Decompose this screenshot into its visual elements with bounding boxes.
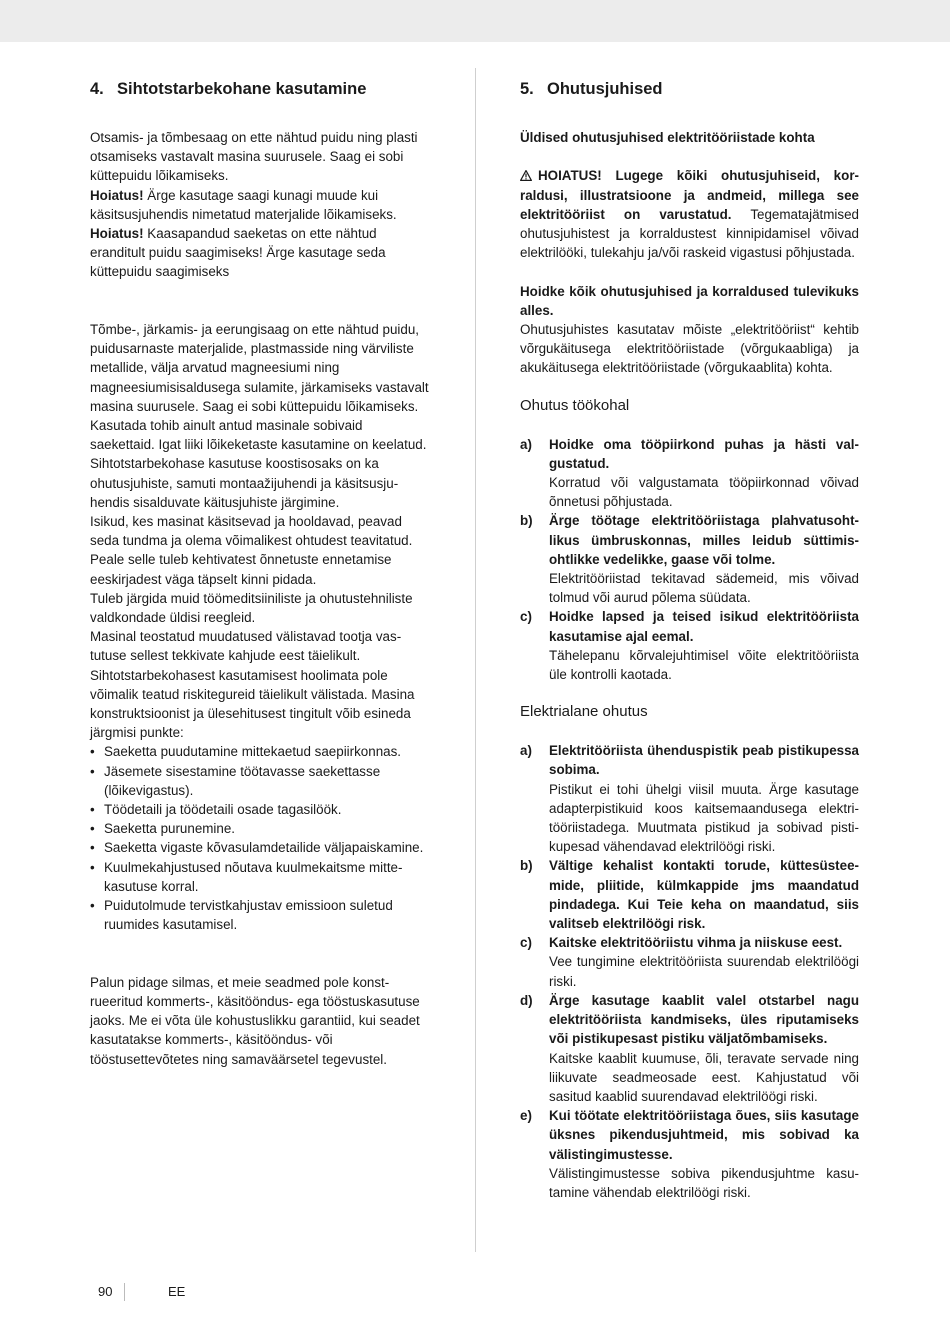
workplace-list [520,435,859,685]
paragraph: Peale selle tuleb kehtivatest õnnetuste ennetamise eeskirjadest väga täpselt kinni pidada. [90,552,392,587]
paragraph: Masinal teostatud muudatused välistavad tootja vastutuse sellest tekkivate kahjude eest täielikult. [90,629,402,664]
paragraph: Kasutada tohib ainult antud masinale sobivaid saekettaid. Igat liiki lõikeketaste kasutamine on keelatud. [90,418,427,453]
list-item: e) Kui töötate elektritööriistaga õues, siis kasutage üksnes pikendusjuhtmeid, mis sobivad ka välistingimustesse. Välistingimustesse sobiva pikendusjuhtme kasutamine vähendab elektrilöögi riski. [520,1108,859,1200]
commercial-use-notice: Palun pidage silmas, et meie seadmed pole konstrueeritud kommerts-, käsitööndus- ega tööstuskasutuse jaoks. Me ei võta üle kohustuslikku garantiid, kui seadet kasutatakse kommerts-, käsitööndus- või tööstusettevõtetes ning samaväärsetel tegevustel. [90,974,420,1067]
list-item: • Puidutolmude tervistkahjustav emissioon suletud ruumides kasutamisel. [90,896,430,934]
list-item: • Saeketta purunemine. [90,819,430,838]
risk-list [90,742,430,934]
language-code: EE [168,1284,186,1299]
paragraph: Sihtotstarbekohase kasutuse koostisosaks on ka ohutusjuhiste, samuti montaažijuhendi ja käsitsusjuhendis sisalduvate käitusjuhiste järgimine. [90,456,399,510]
electrical-list [520,741,859,1202]
list-item: c) Hoidke lapsed ja teised isikud elektritööriista kasutamise ajal eemal. Tähelepanu kõrvalejuhtimisel võite elektritööriista üle kontrolli kaotada. [520,609,859,683]
keep-instructions-paragraph: Hoidke kõik ohutusjuhised ja korraldused tulevikuks alles. [520,283,859,318]
list-item: • Kuulmekahjustused nõutava kuulmekaitsme mittekasutuse korral. [90,858,430,896]
list-item: • Töödetaili ja töödetaili osade tagasilöök. [90,800,430,819]
section-4-heading: 4. Sihtotstarbekohane kasutamine [90,80,367,98]
top-bar [0,0,950,42]
workplace-safety-heading: Ohutus töökohal [520,396,630,414]
right-column [520,76,859,1202]
list-item: d) Ärge kasutage kaablit valel otstarbel nagu elektritööriista kandmiseks, üles riputamiseks või pistikupesast pistiku väljatõmbamiseks. Kaitske kaablit kuumuse, õli, teravate servade ning liikuvate seadmeosade eest. Kahjustatud või sasitud kaablid suurendavad elektrilöögi riski. [520,992,859,1104]
list-item: b) Vältige kehalist kontakti torude, küttesüsteemide, pliitide, külmkappide jms maandatud pindadega. Kui Teie keha on maandatud, siis valitseb elektrilöögi risk. [520,858,859,932]
list-item: • Saeketta puudutamine mittekaetud saepiirkonnas. [90,742,430,761]
usage-block [90,320,430,742]
list-item: • Saeketta vigaste kõvasulamdetailide väljapaiskamine. [90,838,430,857]
general-safety-subheading: Üldised ohutusjuhised elektritööriistade kohta [520,130,815,145]
list-item: • Jäsemete sisestamine töötavasse saekettasse (lõikevigastus). [90,762,430,800]
page-number: 90 [98,1283,125,1301]
list-item: a) Hoidke oma tööpiirkond puhas ja hästi valgustatud. Korratud või valgustamata tööpiirkonnad võivad õnnetusi põhjustada. [520,436,859,510]
section-5-heading: 5. Ohutusjuhised [520,80,663,98]
term-definition-paragraph: Ohutusjuhistes kasutatav mõiste „elektritööriist“ kehtib võrgukäitusega elektritööriistade (võrgukaabliga) ja akukäitusega elektritööriistade (võrgukaablita) kohta. [520,322,859,376]
paragraph: Sihtotstarbekohasest kasutamisest hoolimata pole võimalik teatud riskitegureid täielikult välistada. Masina konstruktsioonist ja ülesehitusest tingitult võib esineda järgmisi punkte: [90,667,415,741]
list-item: b) Ärge töötage elektritööriistaga plahvatusohtlikus ümbruskonnas, milles leidub süttimisohtlikke vedelikke, gaase või tolme. Elektritööriistad tekitavad sädemeid, mis võivad tolmud või aurud põlema süüdata. [520,513,859,606]
warning-triangle-icon [520,167,532,178]
electrical-safety-heading: Elektrialane ohutus [520,703,648,721]
paragraph: Tuleb järgida muid töömeditsiiniliste ja ohutustehniliste valdkondade üldisi reegleid. [90,590,413,626]
intro-paragraph: Otsamis- ja tõmbesaag on ette nähtud puidu ning plasti otsamiseks vastavalt masina suurusele. Saag ei sobi küttepuidu lõikamiseks. [90,130,418,184]
list-item: c) Kaitske elektritööriistu vihma ja niiskuse eest. Vee tungimine elektritööriista suurendab elektrilöögi riski. [520,935,859,989]
paragraph: Isikud, kes masinat käsitsevad ja hooldavad, peavad seda tundma ja olema võimalikest ohtudest teavitatud. [90,514,413,549]
warning-paragraph: Hoiatus! Ärge kasutage saagi kunagi muude kui käsitsusjuhendis nimetatud materjalide lõikamiseks. [90,187,397,222]
intro-block [90,128,430,282]
column-divider [475,68,476,1252]
list-item: a) Elektritööriista ühenduspistik peab pistikupessa sobima. Pistikut ei tohi ühelgi viisil muuta. Ärge kasutage adapterpistikuid koos kaitsemaandusega elektritööriistadega. Muutmata pistikud ja sobivad pistikupesad vähendavad elektrilöögi riski. [520,743,859,855]
warning-paragraph: Hoiatus! Kaasapandud saeketas on ette nähtud eranditult puidu saagimiseks! Ärge kasutage seda küttepuidu saagimiseks [90,226,386,280]
paragraph: Tõmbe-, järkamis- ja eerungisaag on ette nähtud puidu, puidusarnaste materjalide, plastmasside ning värviliste metallide, välja arvatud magneesiumi ning magneesiumisisaldusega sulamite, järkamiseks vastavalt masina suurusele. Saag ei sobi küttepuidu lõikamiseks. [90,322,429,414]
warning-paragraph: HOIATUS! Lugege kõiki ohutusjuhiseid, korraldusi, illustratsioone ja andmeid, millega see elektritööriist on varustatud. Tegematajätmised ohutusjuhistest ja korraldustest kinnipidamisel võivad elektrilööki, tulekahju ja/või raskeid vigastusi põhjustada. [520,168,859,261]
left-column [90,76,430,1069]
